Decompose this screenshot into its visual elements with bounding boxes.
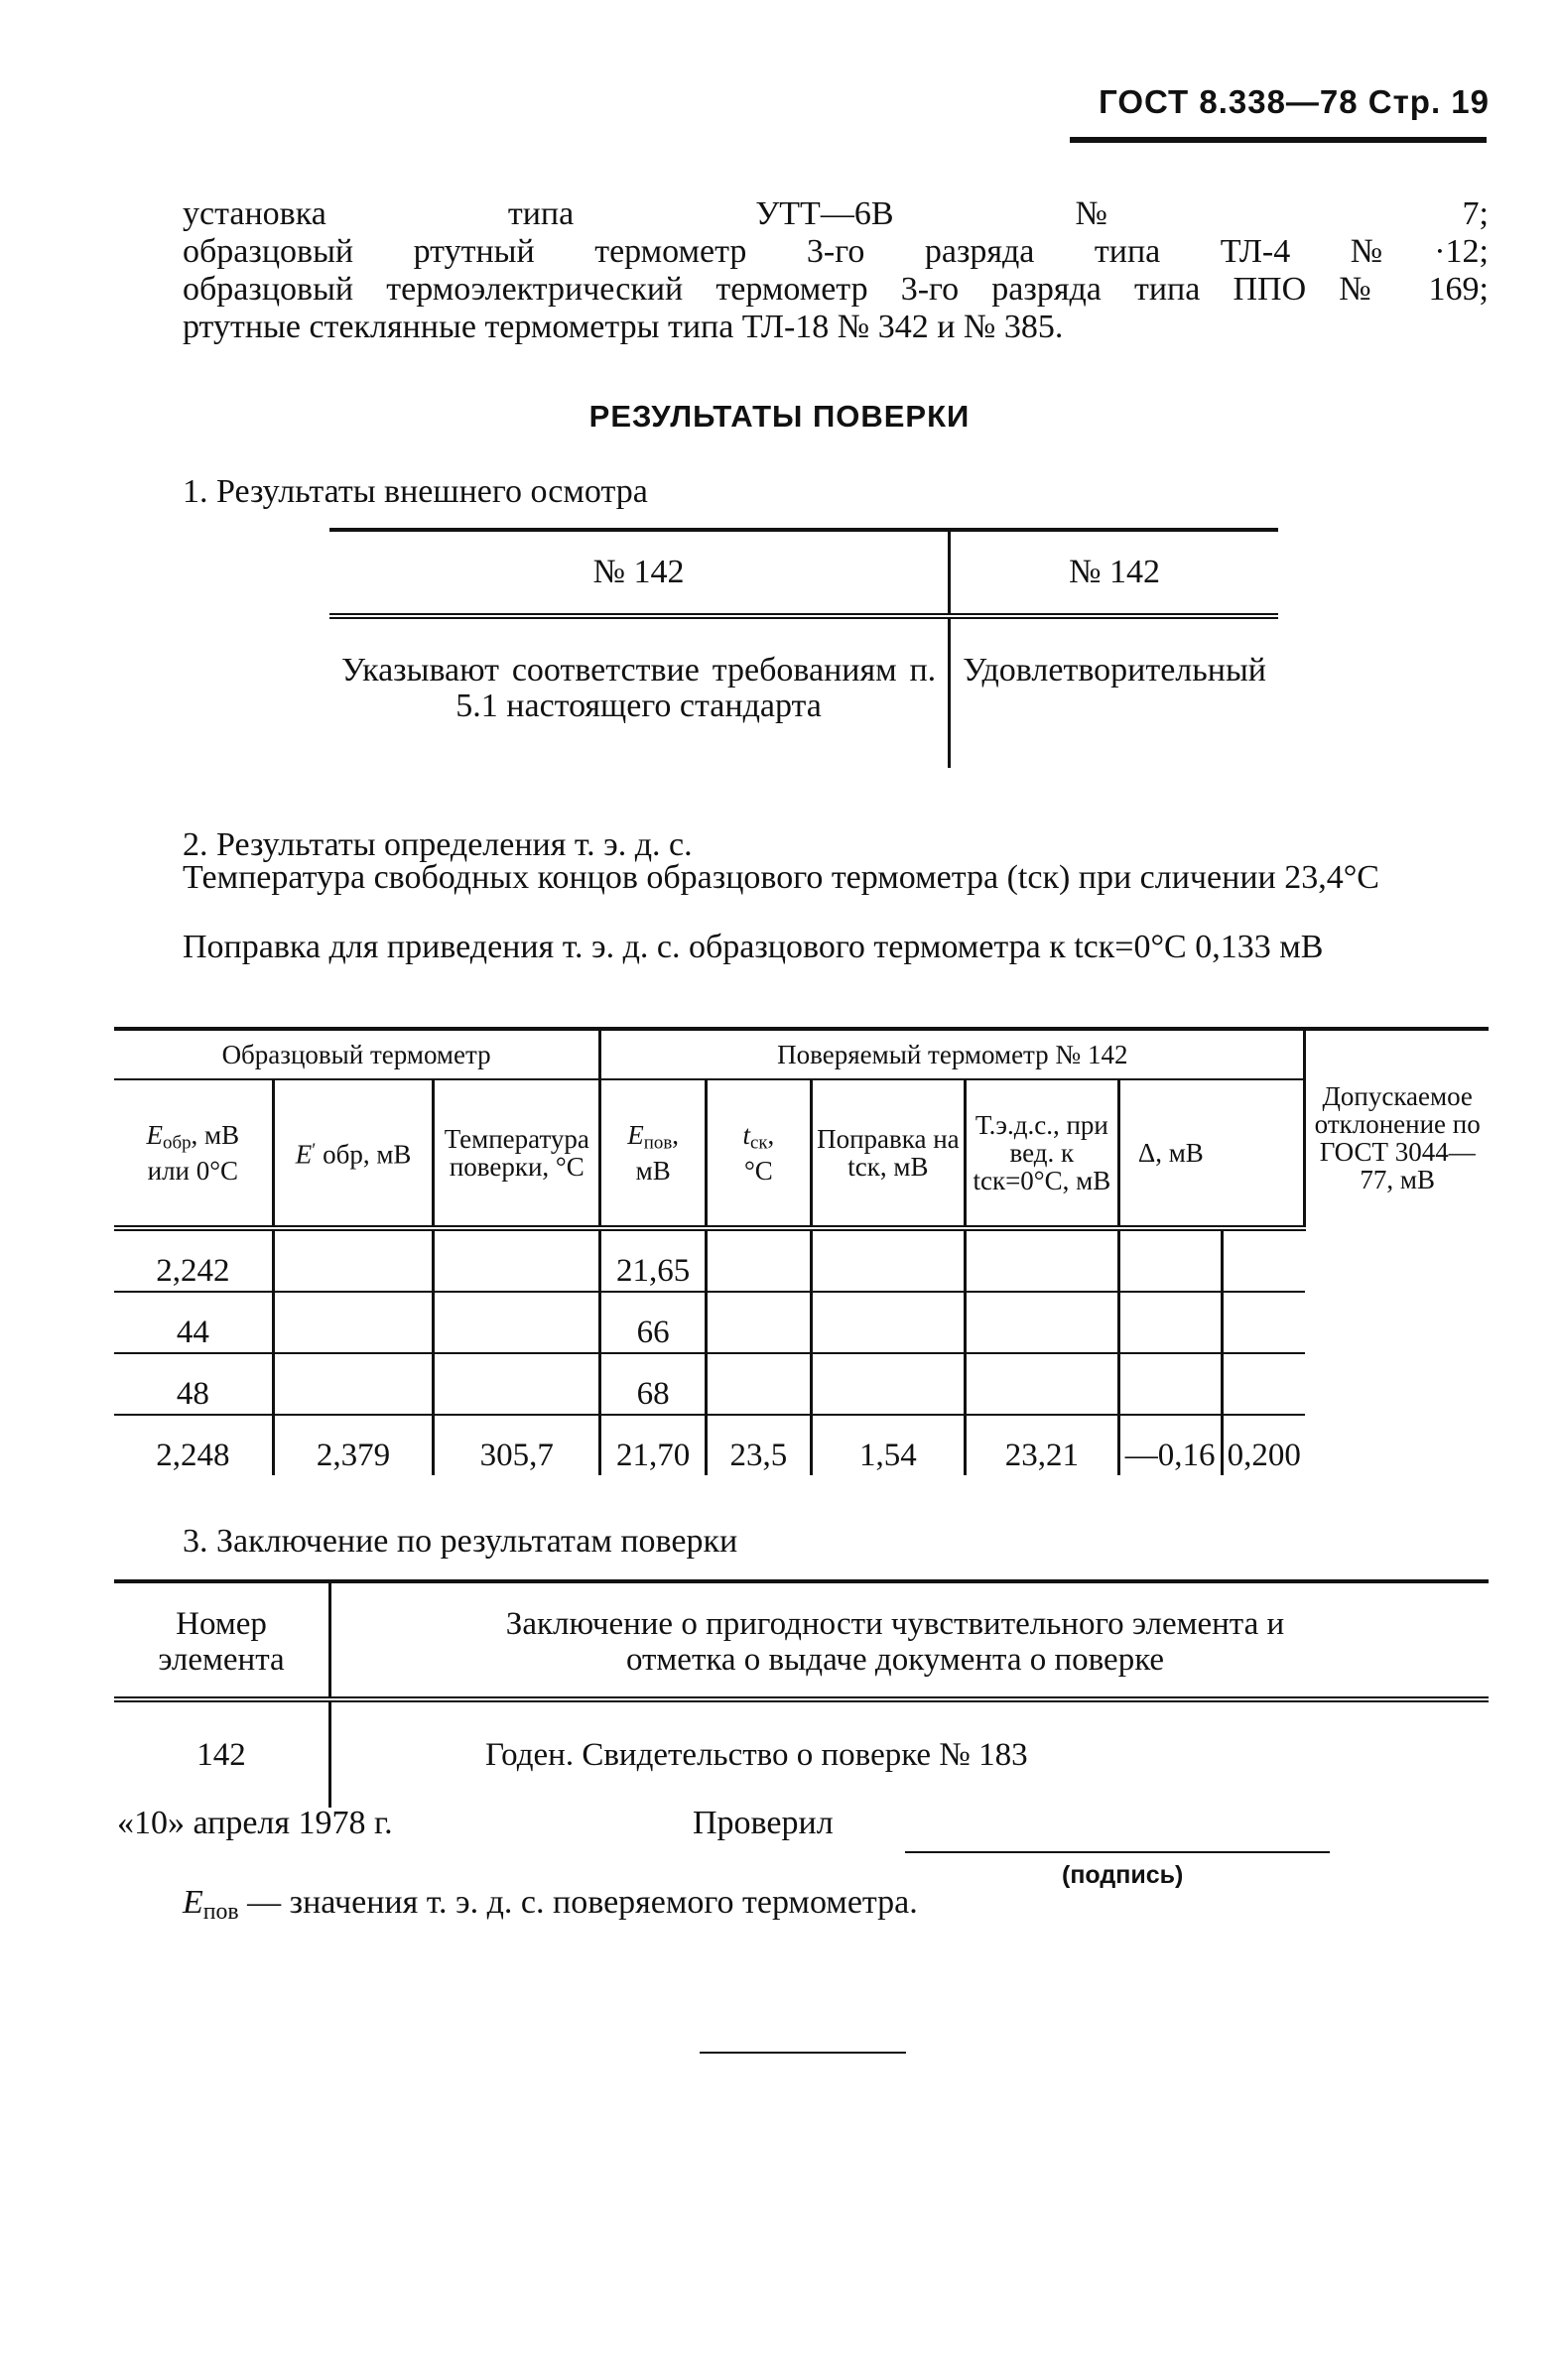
col-e-test: $E_{пов}$, мВ [600, 1079, 707, 1228]
cell-e-ref: 2,242 [114, 1228, 273, 1292]
cell-e-test: 68 [600, 1353, 707, 1415]
cell-e-ref-prime [273, 1292, 434, 1353]
table-row [114, 1353, 1489, 1415]
checked-by-label: Проверил [693, 1805, 834, 1841]
page-header: ГОСТ 8.338—78 Стр. 19 [1099, 83, 1490, 120]
inspection-col1-header: № 142 [329, 530, 950, 616]
cell-correction [811, 1228, 966, 1292]
table-row [114, 1228, 1489, 1292]
table-row [114, 1292, 1489, 1353]
section1-title: 1. Результаты внешнего осмотра [183, 473, 648, 510]
cell-e-test: 66 [600, 1292, 707, 1353]
section2-title: 2. Результаты определения т. э. д. с. [183, 826, 693, 863]
cell-correction [811, 1292, 966, 1353]
cell-e-ref: 44 [114, 1292, 273, 1353]
conclusion-col1-header: Номер элемента [114, 1581, 330, 1699]
inspection-table [329, 528, 1278, 768]
cell-e-ref: 2,248 [156, 1438, 230, 1473]
intro-line-3: образцовый термоэлектрический термометр 3-го разряда типа ППО № 169; [183, 271, 1489, 308]
section2-line1: Температура свободных концов образцового термометра (tск) при сличении 23,4°С [183, 859, 1379, 896]
cell-temperature: 305,7 [434, 1415, 600, 1475]
cell-tsk: 23,5 [707, 1415, 811, 1475]
cell-emf [966, 1292, 1118, 1353]
cell-tolerance: 0,200 [1222, 1415, 1305, 1475]
conclusion-row-text: Годен. Свидетельство о поверке № 183 [330, 1699, 1490, 1808]
cell-delta [1118, 1228, 1222, 1292]
cell-temperature [434, 1292, 600, 1353]
col-e-test-text: мВ [635, 1156, 671, 1187]
signoff-date: «10» апреля 1978 г. [117, 1805, 393, 1841]
footnote-text: — значения т. э. д. с. поверяемого термометра. [247, 1884, 918, 1921]
conclusion-table [114, 1579, 1489, 1808]
col-delta: Δ, мВ [1118, 1079, 1222, 1228]
cell-correction: 1,54 [811, 1415, 966, 1475]
col-correction: Поправка на tск, мВ [811, 1079, 966, 1228]
col-temperature: Температура поверки, °С [434, 1079, 600, 1228]
cell-e-ref-prime [273, 1228, 434, 1292]
cell-tsk [707, 1292, 811, 1353]
section2-line2: Поправка для приведения т. э. д. с. образцового термометра к tск=0°С 0,133 мВ [183, 929, 1324, 965]
inspection-col2-header: № 142 [950, 530, 1278, 616]
col-e-ref-prime-text: обр, мВ [323, 1139, 412, 1170]
col-tsk: $t_{ск}$, °С [707, 1079, 811, 1228]
cell-e-test: 21,70 [600, 1415, 707, 1475]
inspection-col1-value: Указывают соответствие требованиям п. 5.1 настоящего стандарта [329, 616, 950, 768]
cell-delta [1118, 1353, 1222, 1415]
footnote: $E_{пов}$ — значения т. э. д. с. поверяемого термометра. [183, 1884, 918, 1925]
cell-e-ref-prime: 2,379 [273, 1415, 434, 1475]
cell-e-ref-prime [273, 1353, 434, 1415]
conclusion-col2-header: Заключение о пригодности чувствительного элемента и отметка о выдаче документа о поверке [330, 1581, 1490, 1699]
group-test-header: Поверяемый термометр № 142 [600, 1029, 1305, 1079]
cell-tsk [707, 1228, 811, 1292]
col-emf: Т.э.д.с., при вед. к tск=0°С, мВ [966, 1079, 1118, 1228]
intro-line-2: образцовый ртутный термометр 3-го разряда типа ТЛ-4 №·12; [183, 233, 1489, 270]
col-e-ref-prime: E′ обр, мВ [273, 1079, 434, 1228]
end-rule [700, 2052, 906, 2054]
table-row [114, 1415, 1489, 1475]
cell-tsk [707, 1353, 811, 1415]
col-tolerance: Допускаемое отклонение по ГОСТ 3044—77, мВ [1305, 1029, 1489, 1228]
intro-line-1: установка типа УТТ—6В № 7; [183, 195, 1489, 232]
cell-e-ref: 48 [114, 1353, 273, 1415]
cell-tolerance [1222, 1228, 1305, 1292]
cell-tolerance [1222, 1292, 1305, 1353]
col-e-ref: $E_{обр}$, мВ или 0°С [146, 1119, 240, 1187]
cell-emf: 23,21 [966, 1415, 1118, 1475]
col-e-ref-text: или 0°С [147, 1156, 239, 1187]
cell-temperature [434, 1353, 600, 1415]
group-reference-header: Образцовый термометр [114, 1029, 600, 1079]
header-rule [1070, 137, 1487, 143]
conclusion-row-number: 142 [114, 1699, 330, 1808]
cell-tolerance [1222, 1353, 1305, 1415]
intro-line-4: ртутные стеклянные термометры типа ТЛ-18 № 342 и № 385. [183, 309, 1064, 345]
inspection-col2-value: Удовлетворительный [950, 616, 1278, 768]
section3-title: 3. Заключение по результатам поверки [183, 1523, 738, 1560]
emf-table [114, 1027, 1489, 1475]
cell-emf [966, 1353, 1118, 1415]
cell-temperature [434, 1228, 600, 1292]
section-heading: РЕЗУЛЬТАТЫ ПОВЕРКИ [588, 399, 971, 434]
signature-line [905, 1851, 1330, 1853]
cell-emf [966, 1228, 1118, 1292]
cell-delta [1118, 1292, 1222, 1353]
cell-delta: —0,16 [1118, 1415, 1222, 1475]
signature-caption: (подпись) [1062, 1861, 1184, 1889]
col-tsk-text: °С [743, 1156, 773, 1187]
cell-correction [811, 1353, 966, 1415]
cell-e-test: 21,65 [600, 1228, 707, 1292]
